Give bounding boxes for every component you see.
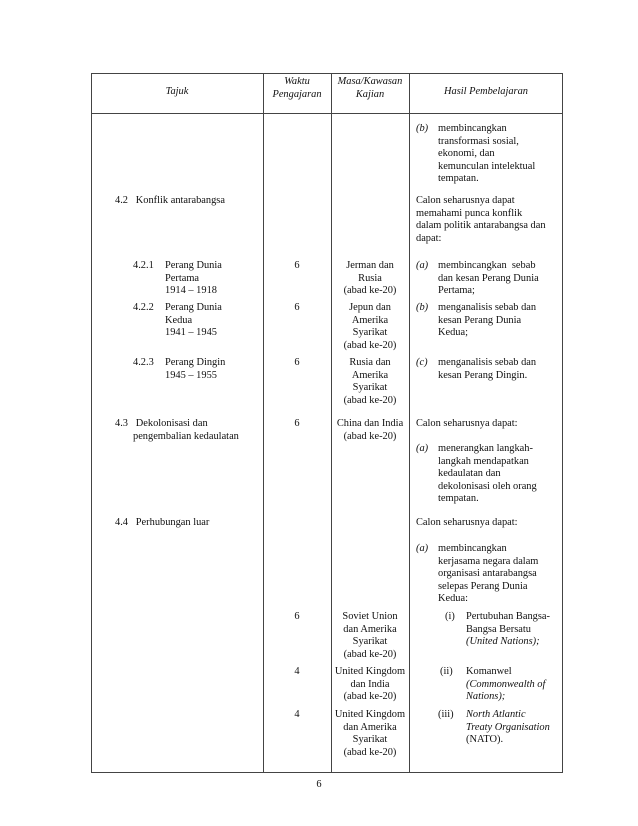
item-marker: (a)	[416, 543, 429, 554]
sub-masa: United Kingdom dan India (abad ke-20)	[334, 666, 406, 703]
sub-marker: (ii)	[440, 666, 453, 677]
intro-item-text: membincangkan transformasi sosial, ekonomi, dan kemunculan intelektual tempatan.	[438, 123, 536, 185]
row-number: 4.2.1	[133, 260, 154, 271]
sub-waktu: 4	[294, 666, 300, 677]
sub-hasil: Pertubuhan Bangsa- Bangsa Bersatu (United Nations);	[466, 611, 550, 648]
sub-waktu: 4	[294, 709, 300, 720]
sub-masa: Soviet Union dan Amerika Syarikat (abad ke-20)	[342, 611, 398, 660]
section-4-3-hasil-intro: Calon seharusnya dapat:	[416, 418, 518, 429]
header-tajuk: Tajuk	[165, 86, 189, 97]
row-number: 4.2.2	[133, 302, 154, 313]
item-marker: (b)	[416, 123, 429, 134]
header-waktu: Waktu Pengajaran	[272, 76, 322, 100]
section-4-4-hasil: membincangkan kerjasama negara dalam organisasi antarabangsa selepas Perang Dunia Kedua:	[438, 543, 539, 605]
section-4-4-hasil-intro: Calon seharusnya dapat:	[416, 517, 518, 528]
sub-masa: United Kingdom dan Amerika Syarikat (abad ke-20)	[334, 709, 406, 758]
item-marker: (b)	[416, 302, 429, 313]
row-masa: Rusia dan Amerika Syarikat (abad ke-20)	[343, 357, 397, 406]
row-masa: Jerman dan Rusia (abad ke-20)	[343, 260, 397, 297]
row-waktu: 6	[294, 260, 300, 271]
row-hasil: membincangkan sebab dan kesan Perang Dunia Pertama;	[438, 260, 539, 297]
row-topic: Perang Dunia Pertama 1914 – 1918	[165, 260, 222, 297]
row-topic: Perang Dunia Kedua 1941 – 1945	[165, 302, 222, 339]
row-hasil: menganalisis sebab dan kesan Perang Dunia Kedua;	[438, 302, 537, 339]
header-hasil: Hasil Pembelajaran	[444, 86, 528, 97]
section-4-3-masa: China dan India (abad ke-20)	[336, 418, 404, 442]
row-waktu: 6	[294, 357, 300, 368]
row-waktu: 6	[294, 302, 300, 313]
sub-hasil: North Atlantic Treaty Organisation (NATO).	[466, 709, 550, 746]
section-4-3-title: 4.3 Dekolonisasi dan pengembalian kedaulatan	[115, 418, 239, 442]
sub-waktu: 6	[294, 611, 300, 622]
page-number: 6	[316, 779, 322, 790]
section-4-3-waktu: 6	[294, 418, 300, 429]
row-topic: Perang Dingin 1945 – 1955	[165, 357, 226, 381]
item-marker: (c)	[416, 357, 428, 368]
row-hasil: menganalisis sebab dan kesan Perang Dingin.	[438, 357, 537, 381]
sub-marker: (i)	[445, 611, 455, 622]
section-4-2-title: 4.2 Konflik antarabangsa	[115, 195, 225, 206]
item-marker: (a)	[416, 260, 429, 271]
column-divider	[409, 73, 410, 773]
sub-marker: (iii)	[438, 709, 454, 720]
header-divider	[91, 113, 563, 114]
sub-hasil: Komanwel (Commonwealth of Nations);	[466, 666, 546, 703]
section-4-4-title: 4.4 Perhubungan luar	[115, 517, 210, 528]
header-masa: Masa/Kawasan Kajian	[337, 76, 403, 100]
item-marker: (a)	[416, 443, 429, 454]
section-4-2-hasil: Calon seharusnya dapat memahami punca konflik dalam politik antarabangsa dan dapat:	[416, 195, 546, 244]
row-masa: Jepun dan Amerika Syarikat (abad ke-20)	[343, 302, 397, 351]
section-4-3-hasil: menerangkan langkah- langkah mendapatkan kedaulatan dan dekolonisasi oleh orang tempatan.	[438, 443, 537, 505]
row-number: 4.2.3	[133, 357, 154, 368]
